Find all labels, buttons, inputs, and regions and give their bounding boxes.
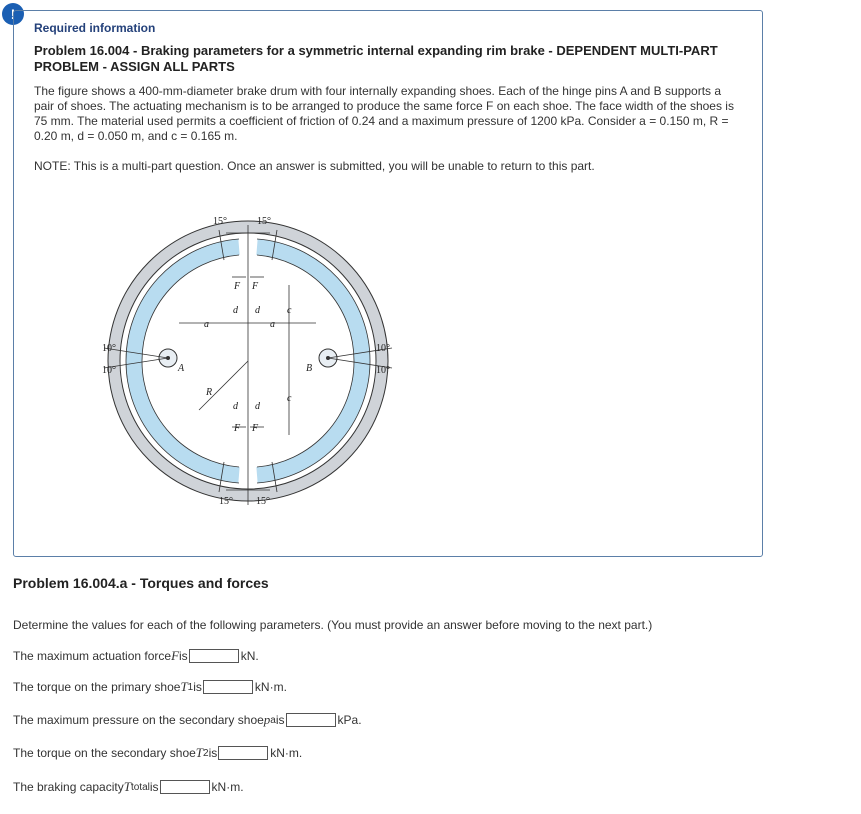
angle-label-top-left: 15° (213, 216, 227, 227)
secondary-torque-input[interactable] (218, 746, 268, 760)
alert-icon: ! (2, 3, 24, 25)
radius-label-r: R (206, 387, 213, 398)
actuation-force-input[interactable] (189, 649, 239, 663)
part-instructions: Determine the values for each of the following parameters. (You must provide an answer before moving to the next part.) (13, 618, 653, 632)
dimension-c-upper: c (287, 305, 292, 316)
dimension-c-lower: c (287, 393, 292, 404)
brake-drum-figure (94, 205, 424, 515)
pin-label-b: B (306, 363, 313, 374)
force-label-upper-left: F (234, 281, 241, 292)
secondary-pressure-input[interactable] (286, 713, 336, 727)
angle-label-top-right: 15° (257, 216, 271, 227)
question-primary-torque: The torque on the primary shoe T 1 is kN·m. (13, 679, 287, 694)
force-label-lower-right: F (252, 423, 259, 434)
problem-description: The figure shows a 400-mm-diameter brake drum with four internally expanding shoes. Each of the hinge pins A and B supports a pair of shoes. The actuating mechanism is to be arranged to produce the same force F on each shoe. The face width of the shoes is 75 mm. The material used permits a coefficient of friction of 0.24 and a maximum pressure of 1200 kPa. Consider a = 0.150 m, R = 0.20 m, d = 0.050 m, and c = 0.165 m. (34, 84, 734, 143)
angle-label-bottom-left: 15° (219, 496, 233, 507)
question-actuation-force: The maximum actuation force F is kN. (13, 648, 259, 663)
question-secondary-torque: The torque on the secondary shoe T 2 is kN·m. (13, 745, 303, 760)
force-label-lower-left: F (234, 423, 241, 434)
dimension-d-lower-right: d (255, 401, 260, 412)
problem-title: Problem 16.004 - Braking parameters for a symmetric internal expanding rim brake - DEPENDENT MULTI-PART PROBLEM - ASSIGN ALL PARTS (34, 43, 718, 74)
dimension-d-lower-left: d (233, 401, 238, 412)
multi-part-note: NOTE: This is a multi-part question. Once an answer is submitted, you will be unable to return to this part. (34, 159, 595, 173)
dimension-d-upper-right: d (255, 305, 260, 316)
angle-label-right-lower: 10° (376, 365, 390, 376)
dimension-d-upper-left: d (233, 305, 238, 316)
angle-label-bottom-right: 15° (256, 496, 270, 507)
question-braking-capacity: The braking capacity T total is kN·m. (13, 779, 244, 794)
dimension-a-right: a (270, 319, 275, 330)
braking-capacity-input[interactable] (160, 780, 210, 794)
angle-label-left-upper: 10° (102, 343, 116, 354)
angle-label-right-upper: 10° (376, 343, 390, 354)
force-label-upper-right: F (252, 281, 259, 292)
angle-label-left-lower: 10° (102, 365, 116, 376)
part-title: Problem 16.004.a - Torques and forces (13, 575, 269, 591)
required-information-heading: Required information (34, 21, 156, 35)
primary-torque-input[interactable] (203, 680, 253, 694)
pin-label-a: A (178, 363, 185, 374)
question-secondary-pressure: The maximum pressure on the secondary shoe p a is kPa. (13, 712, 362, 727)
dimension-a-left: a (204, 319, 209, 330)
